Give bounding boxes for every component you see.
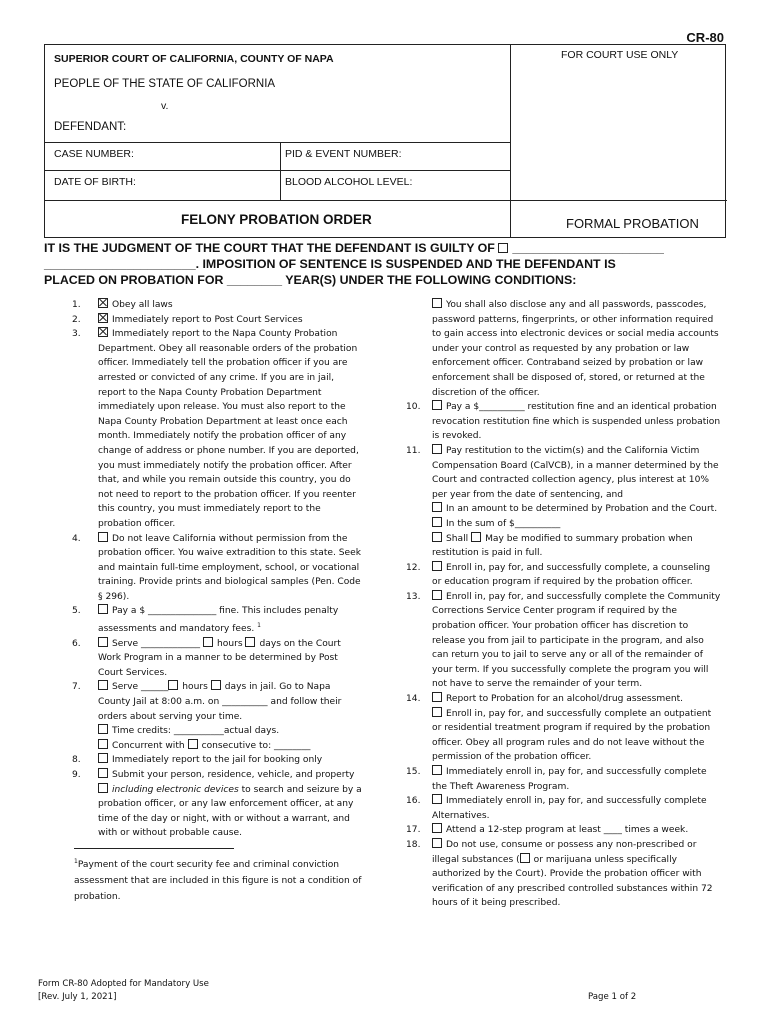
condition-checkbox[interactable] [98,327,108,337]
amount-tbd-checkbox[interactable] [432,502,442,512]
time-credits: Time credits: ___________actual days. [72,724,362,739]
form-title: FELONY PROBATION ORDER [181,212,372,227]
condition-checkbox[interactable] [98,532,108,542]
divider [45,200,727,201]
concurrent-consecutive: Concurrent with consecutive to: ________ [72,739,362,754]
offense-blank[interactable]: ______________________ [512,241,664,255]
condition-8: 8. Immediately report to the jail for booking only [72,755,323,766]
condition-11: 11. Pay restitution to the victim(s) and the California Victim Compensation Board (CalVCB), in a manner determined by the Court and contracted collection agency, plus interest at 10% per year from the date of sentencing, and [406,445,719,500]
condition-checkbox[interactable] [98,753,108,763]
days-checkbox[interactable] [245,637,255,647]
pid-event-field[interactable]: PID & EVENT NUMBER: [285,148,402,160]
condition-4: 4. Do not leave California without permission from the probation officer. You waive extradition to this state. Seek and maintain full-time employment, school, or vocational training. Provide prints and biological samples (Pen. Code § 296). [72,533,361,602]
condition-checkbox[interactable] [98,313,108,323]
summary-modification: Shall May be modified to summary probation when restitution is paid in full. [432,533,693,559]
condition-checkbox[interactable] [98,604,108,614]
court-name: SUPERIOR COURT OF CALIFORNIA, COUNTY OF NAPA [54,53,334,65]
divider [45,170,511,171]
right-column [406,298,722,911]
divider [45,142,511,143]
treatment-program: Enroll in, pay for, and successfully complete an outpatient or residential treatment program if required by the probation officer. Obey all program rules and do not leave without the permission of the probation officer. [432,708,712,763]
condition-checkbox[interactable] [432,444,442,454]
condition-checkbox[interactable] [432,590,442,600]
divider [280,142,281,200]
hours-checkbox[interactable] [168,680,178,690]
condition-10: 10. Pay a $__________ restitution fine and an identical probation revocation restitution fine which is suspended unless probation is revoked. [406,402,721,442]
condition-2: 2. Immediately report to Post Court Services [72,314,303,325]
condition-checkbox[interactable] [432,794,442,804]
sum-checkbox[interactable] [432,517,442,527]
condition-15: 15. Immediately enroll in, pay for, and successfully complete the Theft Awareness Program. [406,767,707,792]
shall-checkbox[interactable] [432,532,442,542]
password-disclosure: You shall also disclose any and all passwords, passcodes, password patterns, fingerprints, or other information required to gain access into electronic devices or social media accounts under your control as requested by any probation or law enforcement officer. Contraband seized by probation or law enforcement shall be disposed of, stored, or returned at the discretion of the officer. [432,300,719,398]
form-id: CR-80 [686,30,724,45]
electronic-devices: including electronic devices to search and seizure by a probation officer, or any law enforcement officer, at any time of the day or night, with or without a warrant, and with or without probable cause. [98,784,362,839]
consecutive-checkbox[interactable] [188,739,198,749]
defendant-field[interactable]: DEFENDANT: [54,121,127,133]
condition-checkbox[interactable] [432,765,442,775]
condition-18: 18. Do not use, consume or possess any non-prescribed or illegal substances ( or marijuana unless specifically authorized by the Court). Provide the probation officer with verification of any prescribed controlled substances within 72 hours of it being prescribed. [406,839,713,909]
case-number-field[interactable]: CASE NUMBER: [54,148,134,160]
condition-checkbox[interactable] [432,692,442,702]
footnote: $^1$Payment of the court security fee and criminal conviction assessment that are included in this figure is not a condition of probation. [74,858,362,903]
footer-line-2: [Rev. July 1, 2021] [38,992,117,1002]
days-checkbox[interactable] [211,680,221,690]
versus-label: v. [161,100,169,112]
condition-checkbox[interactable] [98,637,108,647]
hours-checkbox[interactable] [203,637,213,647]
condition-checkbox[interactable] [432,823,442,833]
condition-16: 16. Immediately enroll in, pay for, and successfully complete Alternatives. [406,796,707,821]
condition-13: 13. Enroll in, pay for, and successfully complete the Community Corrections Service Center program if required by the probation officer. Your probation officer has discretion to release you from jail to participate in the program, and also can return you to jail to serve any or all of the remainder of your term. If you successfully complete the program you will not have to serve the remainder of your term. [406,591,721,690]
condition-17: 17. Attend a 12-step program at least ____ times a week. [406,825,689,836]
people-label: PEOPLE OF THE STATE OF CALIFORNIA [54,78,276,90]
left-column [72,298,362,841]
condition-14: 14. Report to Probation for an alcohol/drug assessment. [406,694,684,705]
condition-3: 3. Immediately report to the Napa County Probation Department. Obey all reasonable orders of the probation officer. Immediately tell the probation officer if you are arrested or convicted of any crime. If you are in jail, report to the Napa County Probation Department immediately upon release. You must also report to the Napa County Probation Department at least once each month. Immediately notify the probation officer of any change of address or phone number. If you are deported, you must immediately notify the probation officer. After that, and while you remain outside this country, you do not need to report to the probation officer. If you reenter this country, you must immediately report to the probation officer. [72,329,359,529]
caption-box [44,44,726,238]
guilty-checkbox[interactable] [498,243,508,253]
marijuana-checkbox[interactable] [520,853,530,863]
probation-type: FORMAL PROBATION [566,216,699,231]
judgment-line-1: IT IS THE JUDGMENT OF THE COURT THAT THE DEFENDANT IS GUILTY OF [44,241,495,255]
condition-5: 5. Pay a $ _______________ fine. This includes penalty assessments and mandatory fees. $^1$ [72,606,339,635]
caption-left [45,45,511,237]
time-credits-checkbox[interactable] [98,724,108,734]
footer-line-1: Form CR-80 Adopted for Mandatory Use [38,979,209,989]
page-number: Page 1 of 2 [588,992,637,1002]
court-use-label: FOR COURT USE ONLY [561,49,679,61]
condition-9: 9. Submit your person, residence, vehicle, and property [72,770,355,781]
condition-7: 7. Serve ______ hours days in jail. Go to Napa County Jail at 8:00 a.m. on __________ and follow their orders about serving your time. [72,682,342,722]
footnote-ref: 1 [257,622,261,630]
condition-1: 1. Obey all laws [72,300,173,310]
condition-checkbox[interactable] [432,838,442,848]
judgment-line-3: PLACED ON PROBATION FOR ________ YEAR(S) UNDER THE FOLLOWING CONDITIONS: [44,273,577,287]
restitution-amount-tbd: In an amount to be determined by Probation and the Court. [406,502,722,517]
condition-checkbox[interactable] [98,768,108,778]
disclosure-checkbox[interactable] [432,298,442,308]
treatment-checkbox[interactable] [432,707,442,717]
judgment-line-2: ______________________. IMPOSITION OF SENTENCE IS SUSPENDED AND THE DEFENDANT IS [44,257,616,271]
footnote-rule [74,848,234,849]
bac-field[interactable]: BLOOD ALCOHOL LEVEL: [285,176,413,188]
restitution-sum: In the sum of $__________ [406,517,722,532]
electronic-devices-checkbox[interactable] [98,783,108,793]
condition-checkbox[interactable] [432,561,442,571]
may-checkbox[interactable] [471,532,481,542]
condition-12: 12. Enroll in, pay for, and successfully complete, a counseling or education program if required by the probation officer. [406,562,711,588]
form-adoption-note [38,978,209,1004]
concurrent-checkbox[interactable] [98,739,108,749]
condition-6: 6. Serve _____________ hours days on the Court Work Program in a manner to be determined by Post Court Services. [72,638,341,678]
judgment-statement [44,240,734,288]
condition-checkbox[interactable] [98,298,108,308]
dob-field[interactable]: DATE OF BIRTH: [54,176,136,188]
condition-checkbox[interactable] [98,680,108,690]
condition-checkbox[interactable] [432,400,442,410]
